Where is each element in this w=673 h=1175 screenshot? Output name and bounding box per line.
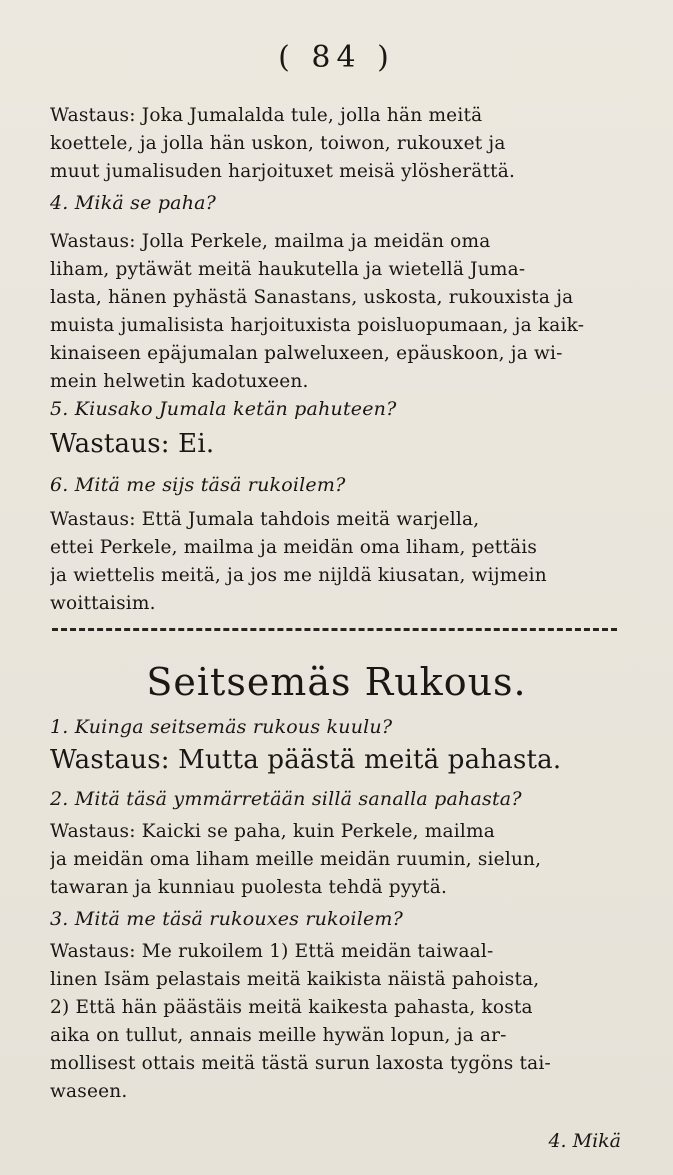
question-4 — [50, 188, 625, 218]
question-text: 6. Mitä me sijs täsä rukoilem? — [50, 474, 346, 496]
answer-block-6 — [50, 506, 625, 618]
answer-block-4 — [50, 228, 625, 396]
question-2 — [50, 784, 625, 814]
answer-text: Wastaus: Ei. — [50, 429, 215, 459]
text-line: aika on tullut, annais meille hywän lopun, ja ar- — [50, 1025, 507, 1046]
question-5 — [50, 394, 625, 424]
answer-1 — [50, 742, 625, 778]
answer-block-2 — [50, 818, 625, 902]
text-line: Wastaus: Me rukoilem 1) Että meidän taiwaal- — [50, 941, 494, 962]
text-line: mollisest ottais meitä tästä surun laxosta tygöns tai- — [50, 1053, 551, 1074]
text-line: Wastaus: Joka Jumalalda tule, jolla hän meitä — [50, 105, 483, 126]
text-line: waseen. — [50, 1081, 128, 1102]
text-line: Wastaus: Jolla Perkele, mailma ja meidän oma — [50, 231, 491, 252]
text-line: muista jumalisista harjoituxista poisluopumaan, ja kaik- — [50, 315, 585, 336]
question-3 — [50, 904, 625, 934]
text-line: kinaiseen epäjumalan palweluxeen, epäuskoon, ja wi- — [50, 343, 563, 364]
text-line: Wastaus: Kaicki se paha, kuin Perkele, mailma — [50, 821, 495, 842]
text-line: linen Isäm pelastais meitä kaikista näistä pahoista, — [50, 969, 540, 990]
catchword: 4. Mikä — [548, 1130, 621, 1152]
question-1 — [50, 712, 625, 742]
question-text: 5. Kiusako Jumala ketän pahuteen? — [50, 398, 397, 420]
text-line: tawaran ja kunniau puolesta tehdä pyytä. — [50, 877, 448, 898]
text-line: muut jumalisuden harjoituxet meisä ylösherättä. — [50, 161, 516, 182]
question-6 — [50, 470, 625, 500]
section-heading: Seitsemäs Rukous. — [146, 660, 527, 704]
page-number: ( 84 ) — [278, 40, 395, 75]
text-line: ettei Perkele, mailma ja meidän oma liham, pettäis — [50, 537, 538, 558]
answer-block-3 — [50, 102, 625, 186]
question-text: 4. Mikä se paha? — [50, 192, 217, 214]
text-line: mein helwetin kadotuxeen. — [50, 371, 309, 392]
answer-block-3b — [50, 938, 625, 1106]
answer-5 — [50, 426, 625, 462]
text-line: lasta, hänen pyhästä Sanastans, uskosta, rukouxista ja — [50, 287, 574, 308]
text-line: koettele, ja jolla hän uskon, toiwon, rukouxet ja — [50, 133, 506, 154]
question-text: 3. Mitä me täsä rukouxes rukoilem? — [50, 908, 404, 930]
text-line: ja wiettelis meitä, ja jos me nijldä kiusatan, wijmein — [50, 565, 547, 586]
text-line: liham, pytäwät meitä haukutella ja wietellä Juma- — [50, 259, 526, 280]
question-text: 1. Kuinga seitsemäs rukous kuulu? — [50, 716, 393, 738]
text-line: Wastaus: Että Jumala tahdois meitä warjella, — [50, 509, 480, 530]
question-text: 2. Mitä täsä ymmärretään sillä sanalla pahasta? — [50, 788, 522, 810]
answer-text: Wastaus: Mutta päästä meitä pahasta. — [50, 745, 562, 775]
text-line: 2) Että hän päästäis meitä kaikesta pahasta, kosta — [50, 997, 533, 1018]
section-divider — [52, 628, 617, 641]
text-line: woittaisim. — [50, 593, 156, 614]
text-line: ja meidän oma liham meille meidän ruumin, sielun, — [50, 849, 542, 870]
